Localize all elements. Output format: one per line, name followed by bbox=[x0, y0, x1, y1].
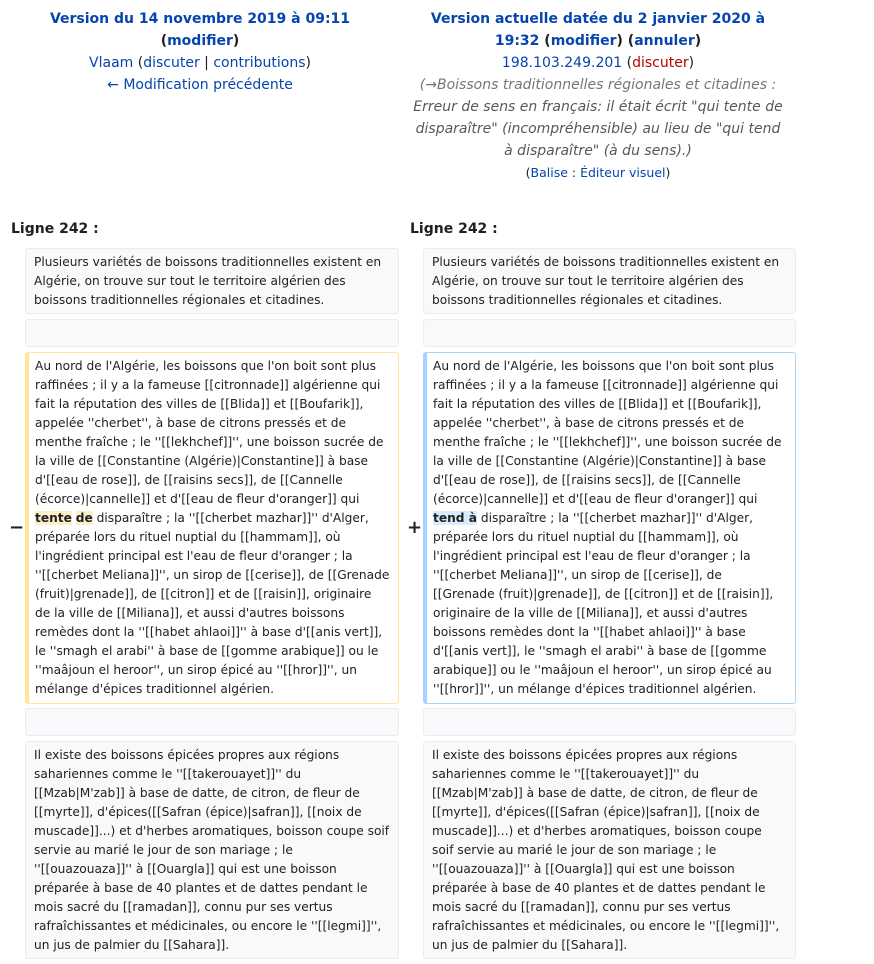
deleted-line-marker: − bbox=[9, 517, 25, 538]
old-user-contribs-link[interactable]: contributions bbox=[213, 55, 306, 71]
ip-user-link[interactable]: 198.103.249.201 bbox=[501, 55, 623, 71]
talk-close: ) bbox=[305, 55, 311, 71]
deleted-word: tente bbox=[35, 511, 72, 525]
tag-value-link[interactable]: Éditeur visuel bbox=[580, 165, 666, 180]
undo-link[interactable]: annuler bbox=[634, 33, 695, 49]
edit-summary bbox=[398, 74, 798, 162]
added-paragraph bbox=[423, 352, 796, 704]
separator: | bbox=[199, 55, 214, 71]
context-paragraph-left: Il existe des boissons épicées propres aux régions sahariennes comme le ''[[takerouayet]]'' du [[Mzab|M'zab]] à base de datte, de citron, de fleur de [[myrte]], d'épices([[Safran (épice)|safran]], [[noix de muscade]]...) et d'herbes aromatiques, boisson coupe soif servie au marié le jour de son mariage ; le ''[[ouazouaza]]'' à [[Ouargla]] qui est une boisson préparée à base de 40 plantes et de dattes pendant le mois sacré du [[ramadan]], connu pur ses vertus rafraîchissantes et médicinales, ou encore le ''[[legmi]]'', un jus de palmier du [[Sahara]]. bbox=[25, 741, 399, 959]
context-paragraph-left: Plusieurs variétés de boissons traditionnelles existent en Algérie, on trouve sur tout le territoire algérien des boissons traditionnelles régionales et citadines. bbox=[25, 248, 399, 314]
old-revision-header bbox=[0, 8, 400, 96]
paren-open: ( bbox=[544, 33, 551, 49]
context-empty-right bbox=[423, 319, 796, 347]
context-empty-left bbox=[25, 319, 399, 347]
paren-close: ) bbox=[688, 55, 695, 71]
tag-paren-open: ( bbox=[525, 165, 531, 180]
paren-close: ) bbox=[232, 33, 240, 49]
deleted-word: de bbox=[75, 511, 93, 525]
context-empty-right bbox=[423, 708, 796, 736]
previous-edit-link[interactable]: ← Modification précédente bbox=[107, 77, 293, 93]
section-autocomment[interactable]: (→Boissons traditionnelles régionales et citadines : bbox=[419, 77, 777, 93]
old-user-talk-link[interactable]: discuter bbox=[143, 55, 200, 71]
tag-colon: : bbox=[567, 165, 581, 180]
current-modify-link[interactable]: modifier bbox=[550, 33, 617, 49]
paren-open: ( bbox=[626, 55, 633, 71]
deleted-text-before: Au nord de l'Algérie, les boissons que l'on boit sont plus raffinées ; il y a la fameuse [[citronnade]] algérienne qui fait la réputation des villes de [[Blida]] et [[Boufarik]], appelée ''cherbet'', à base de citrons pressés et de menthe fraîche ; le ''[[lekhchef]]'', une boisson sucrée de la ville de [[Constantine (Algérie)|Constantine]] à base d'[[eau de rose]], de [[raisins secs]], de [[Cannelle (écorce)|cannelle]] et d'[[eau de fleur d'oranger]] qui bbox=[35, 359, 384, 506]
talk-open: ( bbox=[133, 55, 144, 71]
current-revision-header bbox=[398, 8, 798, 184]
added-words: tend à bbox=[433, 511, 477, 525]
edit-tags bbox=[398, 162, 798, 184]
deleted-text-after: disparaître ; la ''[[cherbet mazhar]]'' d'Alger, préparée lors du rituel nuptial du [[hammam]], où l'ingrédient principal est l'eau de fleur d'oranger ; la ''[[cherbet Meliana]]'', un sirop de [[cerise]], de [[Grenade (fruit)|grenade]], de [[citron]] et de [[raisin]], originaire de la ville de [[Miliana]], et aussi d'autres boissons remèdes dont la ''[[habet ahlaoi]]'' à base d'[[anis vert]], le ''smagh el arabi'' à base de [[gomme arabique]] ou le ''maâjoun el heroor'', un sirop épicé au ''[[hror]]'', un mélange d'épices traditionnel algérien. bbox=[35, 511, 390, 696]
ip-talk-link[interactable]: discuter bbox=[632, 55, 689, 71]
context-paragraph-right: Il existe des boissons épicées propres aux régions sahariennes comme le ''[[takerouayet]]'' du [[Mzab|M'zab]] à base de datte, de citron, de fleur de [[myrte]], d'épices([[Safran (épice)|safran]], [[noix de muscade]]...) et d'herbes aromatiques, boisson coupe soif servie au marié le jour de son mariage ; le ''[[ouazouaza]]'' à [[Ouargla]] qui est une boisson préparée à base de 40 plantes et de dattes pendant le mois sacré du [[ramadan]], connu pur ses vertus rafraîchissantes et médicinales, ou encore le ''[[legmi]]'', un jus de palmier du [[Sahara]]. bbox=[423, 741, 796, 959]
old-modify-link[interactable]: modifier bbox=[167, 33, 233, 49]
paren-open: ( bbox=[627, 33, 635, 49]
line-number-right: Ligne 242 : bbox=[410, 221, 498, 237]
paren-close: ) bbox=[694, 33, 702, 49]
paren-open: ( bbox=[160, 33, 168, 49]
line-number-left: Ligne 242 : bbox=[11, 221, 99, 237]
added-text-before: Au nord de l'Algérie, les boissons que l'on boit sont plus raffinées ; il y a la fameuse [[citronnade]] algérienne qui fait la réputation des villes de [[Blida]] et [[Boufarik]], appelée ''cherbet'', à base de citrons pressés et de menthe fraîche ; le ''[[lekhchef]]'', une boisson sucrée de la ville de [[Constantine (Algérie)|Constantine]] à base d'[[eau de rose]], de [[raisins secs]], de [[Cannelle (écorce)|cannelle]] et d'[[eau de fleur d'oranger]] qui bbox=[433, 359, 782, 506]
current-revision-title-link[interactable]: Version actuelle datée du 2 janvier 2020 à 19:32 bbox=[430, 11, 766, 49]
tag-label-link[interactable]: Balise bbox=[530, 165, 568, 180]
edit-summary-text: Erreur de sens en français: il était écrit "qui tente de disparaître" (incompréhensible) au lieu de "qui tend à disparaître" (à du sens).) bbox=[413, 99, 783, 159]
tag-paren-close: ) bbox=[665, 165, 671, 180]
old-user-link[interactable]: Vlaam bbox=[89, 55, 134, 71]
deleted-paragraph bbox=[25, 352, 399, 704]
paren-close: ) bbox=[616, 33, 623, 49]
added-line-marker: + bbox=[407, 517, 423, 538]
old-revision-title-link[interactable]: Version du 14 novembre 2019 à 09:11 bbox=[49, 11, 351, 27]
added-text-after: disparaître ; la ''[[cherbet mazhar]]'' d'Alger, préparée lors du rituel nuptial du [[hammam]], où l'ingrédient principal est l'eau de fleur d'oranger ; la ''[[cherbet Meliana]]'', un sirop de [[cerise]], de [[Grenade (fruit)|grenade]], de [[citron]] et de [[raisin]], originaire de la ville de [[Miliana]], et aussi d'autres boissons remèdes dont la ''[[habet ahlaoi]]'' à base d'[[anis vert]], le ''smagh el arabi'' à base de [[gomme arabique]] ou le ''maâjoun el heroor'', un sirop épicé au ''[[hror]]'', un mélange d'épices traditionnel algérien. bbox=[433, 511, 774, 696]
context-empty-left bbox=[25, 708, 399, 736]
context-paragraph-right: Plusieurs variétés de boissons traditionnelles existent en Algérie, on trouve sur tout le territoire algérien des boissons traditionnelles régionales et citadines. bbox=[423, 248, 796, 314]
